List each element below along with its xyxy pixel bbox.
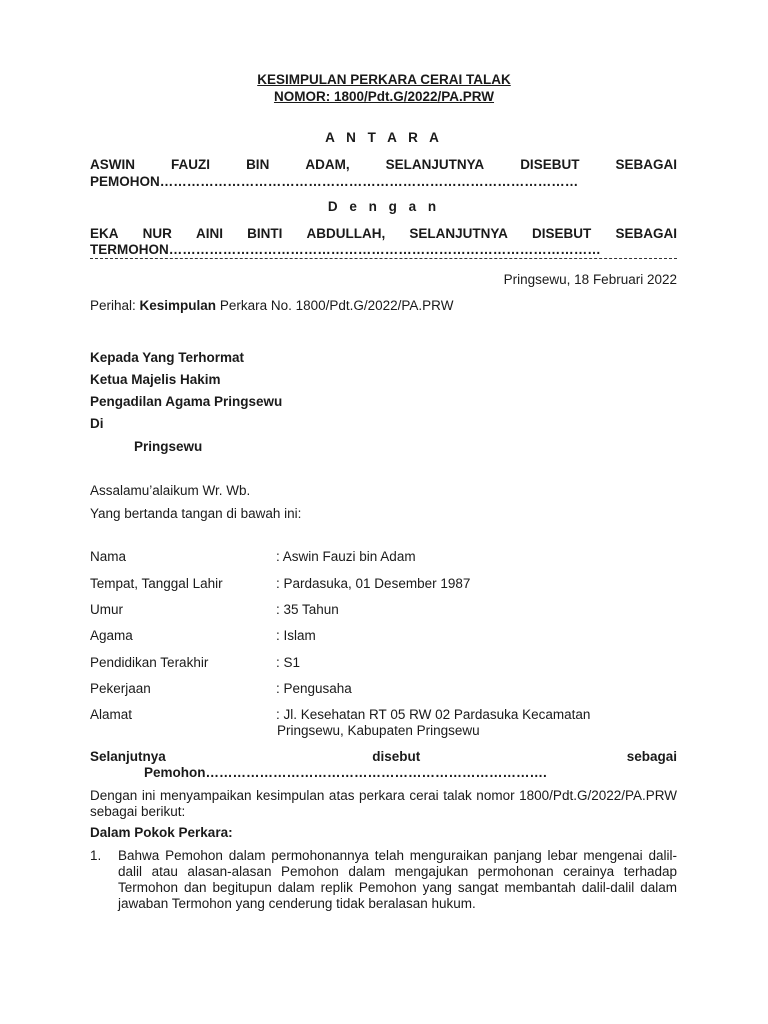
- identity-label: Agama: [90, 628, 133, 643]
- separator-dashed-line: [90, 258, 677, 259]
- selanjutnya-line: [90, 749, 677, 764]
- case-number: NOMOR: 1800/Pdt.G/2022/PA.PRW: [273, 89, 495, 104]
- termohon-word: DISEBUT: [532, 226, 592, 241]
- identity-value: : 35 Tahun: [276, 602, 339, 617]
- identity-value-continued: Pringsewu, Kabupaten Pringsewu: [277, 723, 480, 738]
- identity-label: Pendidikan Terakhir: [90, 655, 209, 670]
- perihal-line: [90, 298, 453, 313]
- termohon-word: NUR: [142, 226, 172, 241]
- termohon-word: BINTI: [247, 226, 283, 241]
- identity-value: : Aswin Fauzi bin Adam: [276, 549, 416, 564]
- termohon-word: SELANJUTNYA: [409, 226, 508, 241]
- pemohon-word: SEBAGAI: [615, 157, 677, 172]
- pemohon-dots: PEMOHON…………………………………………………………………………………: [90, 174, 579, 189]
- perihal-bold: Kesimpulan: [139, 298, 217, 313]
- intro-text: Yang bertanda tangan di bawah ini:: [90, 506, 302, 521]
- identity-label: Umur: [90, 602, 123, 617]
- pokok-perkara-heading: Dalam Pokok Perkara:: [90, 825, 233, 840]
- dengan-ini-paragraph: Dengan ini menyampaikan kesimpulan atas perkara cerai talak nomor 1800/Pdt.G/2022/PA.PRW sebagai berikut:: [90, 788, 677, 819]
- pemohon-line: [90, 157, 677, 172]
- pemohon-word: SELANJUTNYA: [385, 157, 485, 172]
- antara-heading: A N T A R A: [325, 130, 443, 145]
- pemohon-word: BIN: [246, 157, 270, 172]
- termohon-word: SEBAGAI: [615, 226, 677, 241]
- address-line-5: Pringsewu: [134, 439, 203, 454]
- list-item-text: Bahwa Pemohon dalam permohonannya telah menguraikan panjang lebar mengenai dalil-dalil atau alasan-alasan Pemohon dalam mengajukan permohonan cerainya terhadap Termohon dan begitupun dalam replik Pemohon yang sangat membantah dalil-dalil dalam jawaban Termohon yang cenderung tidak beralasan hukum.: [118, 848, 677, 911]
- selanjutnya-word: Selanjutnya: [90, 749, 166, 764]
- pemohon-word: DISEBUT: [520, 157, 580, 172]
- termohon-word: EKA: [90, 226, 119, 241]
- selanjutnya-pemohon: Pemohon………………………………………………………………….: [144, 765, 547, 780]
- identity-label: Pekerjaan: [90, 681, 151, 696]
- identity-value: : Islam: [276, 628, 316, 643]
- address-line-3: Pengadilan Agama Pringsewu: [90, 394, 283, 409]
- pemohon-word: FAUZI: [171, 157, 211, 172]
- termohon-word: AINI: [196, 226, 224, 241]
- selanjutnya-word: sebagai: [626, 749, 677, 764]
- identity-label: Tempat, Tanggal Lahir: [90, 576, 223, 591]
- selanjutnya-word: disebut: [372, 749, 421, 764]
- list-item-number: 1.: [90, 848, 102, 863]
- identity-label: Alamat: [90, 707, 133, 722]
- address-line-1: Kepada Yang Terhormat: [90, 350, 245, 365]
- document-title: KESIMPULAN PERKARA CERAI TALAK: [257, 72, 511, 87]
- perihal-prefix: Perihal:: [90, 298, 140, 313]
- pemohon-word: ADAM,: [305, 157, 350, 172]
- identity-value: : Pengusaha: [276, 681, 352, 696]
- identity-label: Nama: [90, 549, 127, 564]
- termohon-word: ABDULLAH,: [306, 226, 386, 241]
- perihal-rest: Perkara No. 1800/Pdt.G/2022/PA.PRW: [216, 298, 454, 313]
- address-line-2: Ketua Majelis Hakim: [90, 372, 221, 387]
- dengan-heading: D e n g a n: [327, 199, 441, 214]
- identity-value: : Jl. Kesehatan RT 05 RW 02 Pardasuka Kecamatan: [276, 707, 591, 722]
- greeting: Assalamu’alaikum Wr. Wb.: [90, 483, 251, 498]
- address-line-4: Di: [90, 416, 104, 431]
- identity-value: : S1: [276, 655, 301, 670]
- letter-date: Pringsewu, 18 Februari 2022: [503, 272, 677, 287]
- termohon-dots: TERMOHON……………………………………………………………………………………: [90, 242, 601, 257]
- termohon-line: [90, 226, 677, 241]
- identity-value: : Pardasuka, 01 Desember 1987: [276, 576, 471, 591]
- pemohon-word: ASWIN: [90, 157, 135, 172]
